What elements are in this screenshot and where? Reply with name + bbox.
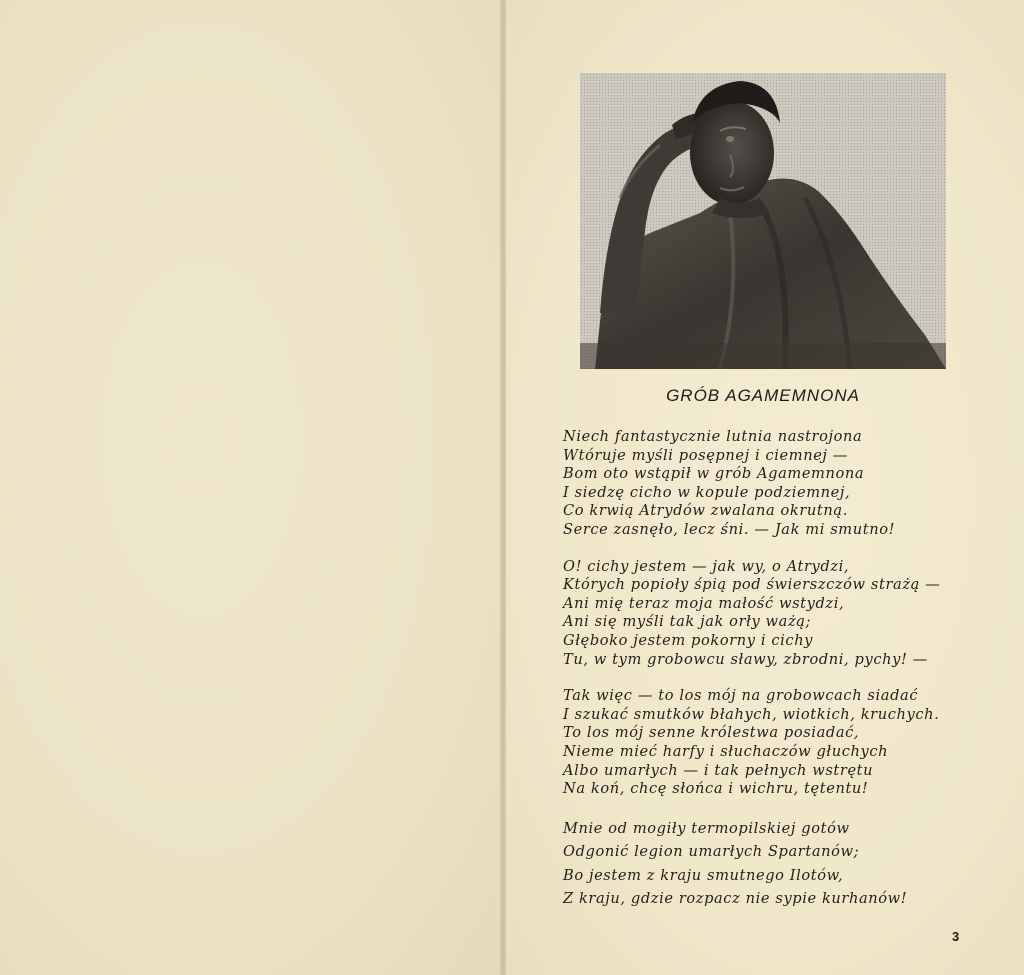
poem-line: Bom oto wstąpił w grób Agamemnona: [563, 465, 865, 483]
left-page-blank: [0, 0, 503, 975]
poem-line: O! cichy jestem — jak wy, o Atrydzi,: [563, 557, 850, 575]
poem-line: Wtóruje myśli posępnej i ciemnej —: [563, 446, 848, 464]
poem-line: Niech fantastycznie lutnia nastrojona: [563, 428, 863, 445]
poem-line: To los mój senne królestwa posiadać,: [563, 724, 860, 742]
poem-line: Mnie od mogiły termopilskiej gotów: [563, 819, 850, 837]
poem-line: Ani się myśli tak jak orły ważą;: [563, 613, 812, 631]
poem-line: Nieme mieć harfy i słuchaczów głuchych: [563, 742, 889, 760]
poem-title: GRÓB AGAMEMNONA: [666, 386, 860, 405]
poem-line: I szukać smutków błahych, wiotkich, kruchych.: [563, 705, 940, 723]
poem-line: Których popioły śpią pod świerszczów strażą —: [563, 576, 941, 594]
poem-line: Tak więc — to los mój na grobowcach siadać: [563, 687, 919, 705]
poem-line: Bo jestem z kraju smutnego Ilotów,: [563, 866, 844, 884]
poem-line: Ani mię teraz moja małość wstydzi,: [563, 594, 845, 612]
poem-line: Odgonić legion umarłych Spartanów;: [563, 843, 860, 861]
stanza-2: [563, 558, 983, 670]
stanza-4: [563, 817, 983, 911]
page-number: 3: [952, 929, 960, 944]
stanza-1: [563, 428, 983, 540]
poem-line: Serce zasnęło, lecz śni. — Jak mi smutno!: [563, 520, 896, 538]
stanza-3: [563, 687, 983, 799]
poem-body: [563, 428, 983, 911]
poem-line: I siedzę cicho w kopule podziemnej,: [563, 483, 851, 501]
poem-line: Co krwią Atrydów zwalana okrutną.: [563, 502, 848, 520]
poem-line: Z kraju, gdzie rozpacz nie sypie kurhanów!: [563, 890, 908, 908]
poem-line: Głęboko jestem pokorny i cichy: [563, 631, 814, 649]
poem-line: Na koń, chcę słońca i wichru, tętentu!: [563, 780, 869, 798]
poem-line: Tu, w tym grobowcu sławy, zbrodni, pychy! —: [563, 650, 928, 668]
poem-line: Albo umarłych — i tak pełnych wstrętu: [563, 761, 874, 779]
sculpture-photo: [580, 73, 946, 369]
